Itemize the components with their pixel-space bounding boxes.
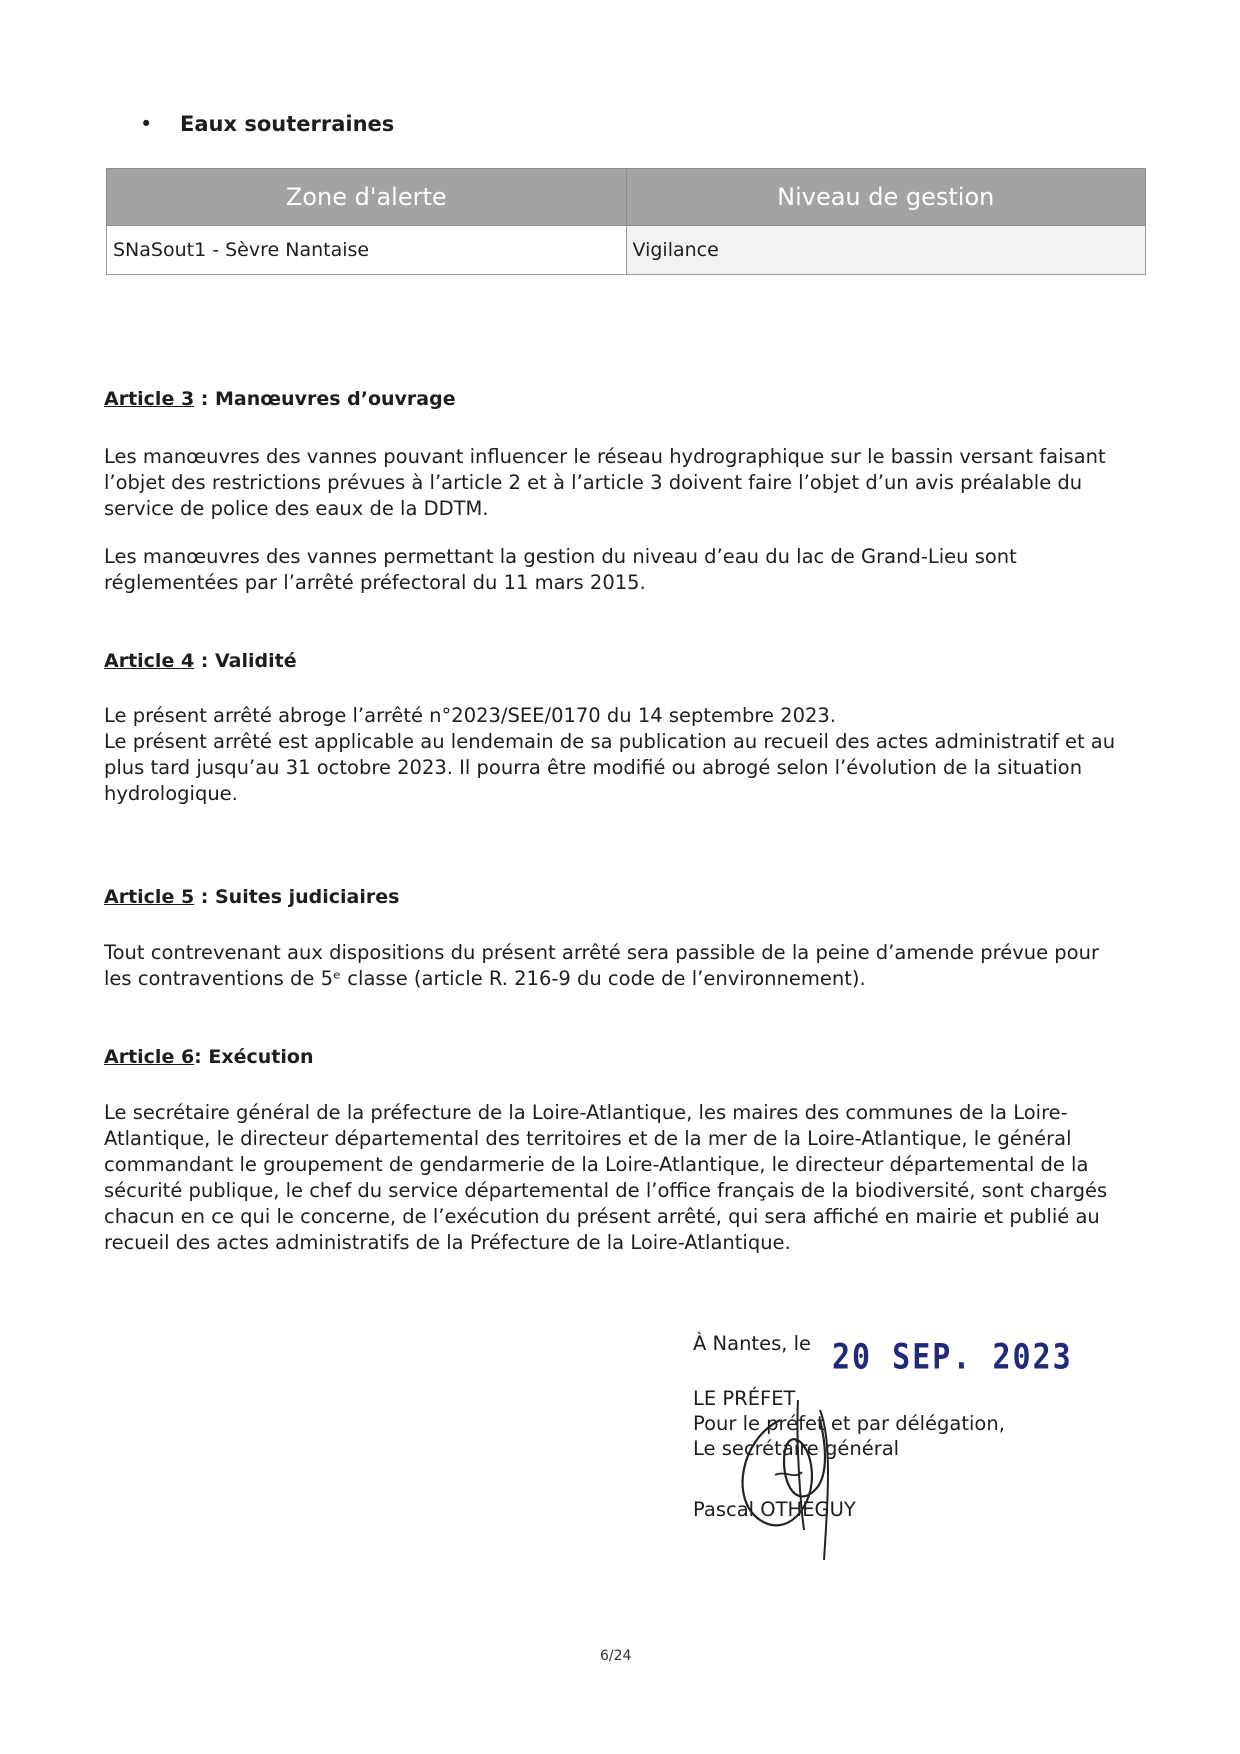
text-line: plus tard jusqu’au 31 octobre 2023. Il pourra être modifié ou abrogé selon l’évolution de la situation [104, 756, 1083, 779]
table-header-row [107, 169, 1146, 226]
signatory-title: LE PRÉFET [693, 1387, 796, 1410]
text-line: l’objet des restrictions prévues à l’article 2 et à l’article 3 doivent faire l’objet d’un avis préalable du [104, 471, 1083, 494]
article-4-title: : Validité [194, 650, 297, 672]
article-3-paragraph-2 [104, 544, 1144, 596]
signatory-name: Pascal OTHEGUY [693, 1498, 856, 1521]
article-5-heading [104, 886, 399, 908]
text-line: Les manœuvres des vannes pouvant influencer le réseau hydrographique sur le bassin versant faisant [104, 445, 1106, 468]
text-line: service de police des eaux de la DDTM. [104, 497, 489, 520]
article-6-title: : Exécution [194, 1046, 314, 1068]
article-6-paragraph [104, 1100, 1144, 1256]
text-line: sécurité publique, le chef du service départemental de l’office français de la biodiversité, sont chargés [104, 1179, 1108, 1202]
article-5-paragraph [104, 940, 1144, 992]
date-stamp: 20 SEP. 2023 [832, 1337, 1073, 1378]
text-line: hydrologique. [104, 782, 238, 805]
section-heading [140, 112, 394, 136]
signatory-role: Le secrétaire général [693, 1437, 900, 1460]
text-line: les contraventions de 5ᵉ classe (article R. 216-9 du code de l’environnement). [104, 967, 866, 990]
place-date-label: À Nantes, le [693, 1332, 812, 1355]
cell-zone: SNaSout1 - Sèvre Nantaise [107, 226, 627, 275]
handwritten-signature [720, 1380, 870, 1570]
alert-zone-table [106, 168, 1146, 275]
text-line: recueil des actes administratifs de la Préfecture de la Loire-Atlantique. [104, 1231, 791, 1254]
article-5-title: : Suites judiciaires [194, 886, 400, 908]
signatory-delegation: Pour le préfet et par délégation, [693, 1412, 1005, 1435]
article-6-number: Article 6 [104, 1046, 195, 1068]
article-3-number: Article 3 [104, 388, 195, 410]
article-6-heading [104, 1046, 313, 1068]
text-line: Le secrétaire général de la préfecture de la Loire-Atlantique, les maires des communes de la Loire- [104, 1101, 1068, 1124]
article-4-number: Article 4 [104, 650, 195, 672]
text-line: Tout contrevenant aux dispositions du présent arrêté sera passible de la peine d’amende prévue pour [104, 941, 1099, 964]
text-line: Atlantique, le directeur départemental des territoires et de la mer de la Loire-Atlantique, le général [104, 1127, 1072, 1150]
section-title: Eaux souterraines [180, 112, 395, 136]
text-line: Le présent arrêté abroge l’arrêté n°2023/SEE/0170 du 14 septembre 2023. [104, 704, 837, 727]
table-row [107, 226, 1146, 275]
text-line: Les manœuvres des vannes permettant la gestion du niveau d’eau du lac de Grand-Lieu sont [104, 545, 1017, 568]
header-zone-alerte: Zone d'alerte [107, 169, 627, 226]
article-5-number: Article 5 [104, 886, 195, 908]
cell-level: Vigilance [626, 226, 1146, 275]
article-3-title: : Manœuvres d’ouvrage [194, 388, 456, 410]
text-line: chacun en ce qui le concerne, de l’exécution du présent arrêté, qui sera affiché en mairie et publié au [104, 1205, 1100, 1228]
text-line: réglementées par l’arrêté préfectoral du 11 mars 2015. [104, 571, 646, 594]
article-3-paragraph-1 [104, 444, 1144, 522]
header-niveau-gestion: Niveau de gestion [626, 169, 1146, 226]
article-4-heading [104, 650, 297, 672]
text-line: Le présent arrêté est applicable au lendemain de sa publication au recueil des actes administratif et au [104, 730, 1116, 753]
bullet-marker: • [140, 112, 153, 136]
article-3-heading [104, 388, 456, 410]
text-line: commandant le groupement de gendarmerie de la Loire-Atlantique, le directeur départemental de la [104, 1153, 1089, 1176]
page-number: 6/24 [600, 1648, 632, 1664]
article-4-paragraph [104, 703, 1144, 807]
